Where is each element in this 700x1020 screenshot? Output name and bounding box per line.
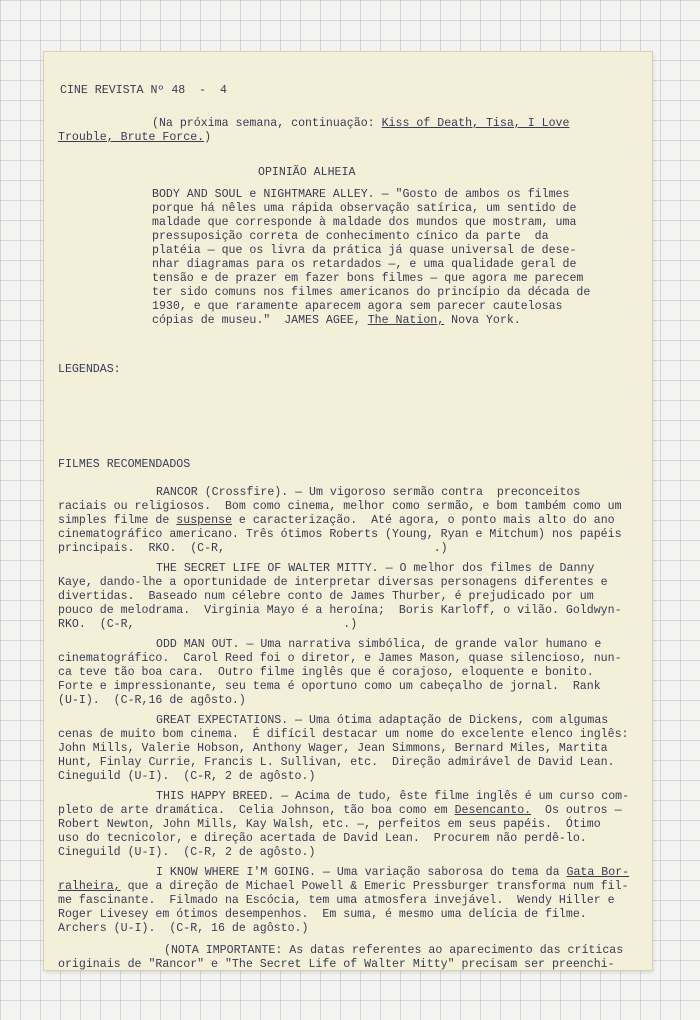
intro-line-2: [58, 131, 211, 145]
film-iknow-line: Archers (U-I). (C-R, 16 de agôsto.): [58, 922, 309, 935]
film-oddman-line: ODD MAN OUT. — Uma narrativa simbólica, de grande valor humano e: [156, 638, 602, 651]
opinion-line: 1930, e que raramente aparecem agora sem parecer cautelosas: [152, 300, 563, 313]
intro-prefix: (Na próxima semana, continuação:: [152, 117, 382, 130]
film-mitty-line: RKO. (C-R, .): [58, 618, 358, 631]
film-iknow-line: me fascinante. Filmado na Escócia, tem uma atmosfera invejável. Wendy Hiller e: [58, 894, 615, 907]
opinion-line: BODY AND SOUL e NIGHTMARE ALLEY. — "Gosto de ambos os filmes: [152, 188, 570, 201]
film-breed-line: Cineguild (U-I). (C-R, 2 de agôsto.): [58, 846, 316, 859]
film-oddman-line: (U-I). (C-R,16 de agôsto.): [58, 694, 246, 707]
film-breed-line: THIS HAPPY BREED. — Acima de tudo, êste filme inglês é um curso com-: [156, 790, 630, 803]
page-header: CINE REVISTA Nº 48 - 4: [60, 84, 227, 97]
film-iknow-line: ralheira, que a direção de Michael Powell & Emeric Pressburger transforma num fil-: [58, 880, 629, 893]
film-great-line: John Mills, Valerie Hobson, Anthony Wager, Jean Simmons, Bernard Miles, Martita: [58, 742, 608, 755]
film-mitty-line: Kaye, dando-lhe a oportunidade de interpretar diversas personagens diferentes e: [58, 576, 608, 589]
legends-heading: LEGENDAS:: [58, 363, 121, 376]
film-breed-line: pleto de arte dramática. Celia Johnson, tão boa como em Desencanto. Os outros —: [58, 804, 622, 817]
films-heading: FILMES RECOMENDADOS: [58, 458, 191, 471]
film-rancor-line: raciais ou religiosos. Bom como cinema, melhor como sermão, e bom também como um: [58, 500, 622, 513]
opinion-line: pressuposição correta de conhecimento cínico da parte da: [152, 230, 549, 243]
intro-titles-1: Kiss of Death, Tisa, I Love: [381, 117, 570, 130]
opinion-heading: OPINIÃO ALHEIA: [258, 166, 356, 179]
opinion-line: maldade que corresponde à maldade dos mundos que mostram, uma: [152, 216, 577, 229]
film-breed-line: Robert Newton, John Mills, Kay Walsh, etc. —, perfeitos em seus papéis. Ótimo: [58, 818, 601, 831]
film-mitty-line: divertidas. Baseado num célebre conto de James Thurber, é prejudicado por um: [58, 590, 594, 603]
film-great-line: GREAT EXPECTATIONS. — Uma ótima adaptação de Dickens, com algumas: [156, 714, 609, 727]
intro-suffix: ): [204, 131, 212, 144]
film-rancor-line: cinematográfico americano. Três ótimos Roberts (Young, Ryan e Mitchum) nos papéis: [58, 528, 622, 541]
film-rancor-line: simples filme de suspense e caracterização. Até agora, o ponto mais alto do ano: [58, 514, 615, 527]
note-line: (NOTA IMPORTANTE: As datas referentes ao aparecimento das críticas: [164, 944, 624, 957]
opinion-line: tensão e de prazer em fazer bons filmes — que agora me parecem: [152, 272, 584, 285]
note-line: originais de "Rancor" e "The Secret Life of Walter Mitty" precisam ser preenchi-: [58, 958, 615, 970]
opinion-line: porque há nêles uma rápida observação satírica, um sentido de: [152, 202, 577, 215]
film-great-line: Hunt, Finlay Currie, Francis L. Sullivan, etc. Direção admirável de David Lean.: [58, 756, 615, 769]
film-mitty-line: pouco de melodrama. Virginia Mayo é a heroína; Boris Karloff, o vilão. Goldwyn-: [58, 604, 622, 617]
film-oddman-line: ca teve tão boa cara. Outro filme inglês que é corajoso, eloquente e bonito.: [58, 666, 594, 679]
opinion-source: The Nation,: [367, 314, 445, 327]
opinion-line: ter sido comuns nos filmes americanos do princípio da década de: [152, 286, 591, 299]
film-great-line: cenas de muito bom cinema. É difícil destacar um nome do excelente elenco inglês:: [58, 728, 629, 741]
film-rancor-line: RANCOR (Crossfire). — Um vigoroso sermão contra preconceitos: [156, 486, 581, 499]
film-iknow-line: I KNOW WHERE I'M GOING. — Uma variação saborosa do tema da Gata Bor-: [156, 866, 630, 879]
film-oddman-line: cinematográfico. Carol Reed foi o diretor, e James Mason, quase silencioso, nun-: [58, 652, 622, 665]
film-oddman-line: Forte e impressionante, seu tema é oportuno como um cabeçalho de jornal. Rank: [58, 680, 601, 693]
film-iknow-line: Roger Livesey em ótimos desempenhos. Em suma, é mesmo uma delícia de filme.: [58, 908, 587, 921]
intro-line-1: [152, 117, 569, 131]
opinion-line: nhar diagramas para os retardados —, e uma qualidade geral de: [152, 258, 577, 271]
film-great-line: Cineguild (U-I). (C-R, 2 de agôsto.): [58, 770, 316, 783]
film-breed-line: uso do tecnicolor, e direção acertada de David Lean. Procurem não perdê-lo.: [58, 832, 587, 845]
film-mitty-line: THE SECRET LIFE OF WALTER MITTY. — O melhor dos filmes de Danny: [156, 562, 595, 575]
intro-titles-2: Trouble, Brute Force.: [58, 131, 205, 144]
opinion-line: platéia — que os livra da prática já quase universal de dese-: [152, 244, 577, 257]
typewritten-page: [44, 52, 652, 970]
opinion-line-last: cópias de museu." JAMES AGEE, The Nation, Nova York.: [152, 314, 521, 327]
film-rancor-line: principais. RKO. (C-R, .): [58, 542, 448, 555]
